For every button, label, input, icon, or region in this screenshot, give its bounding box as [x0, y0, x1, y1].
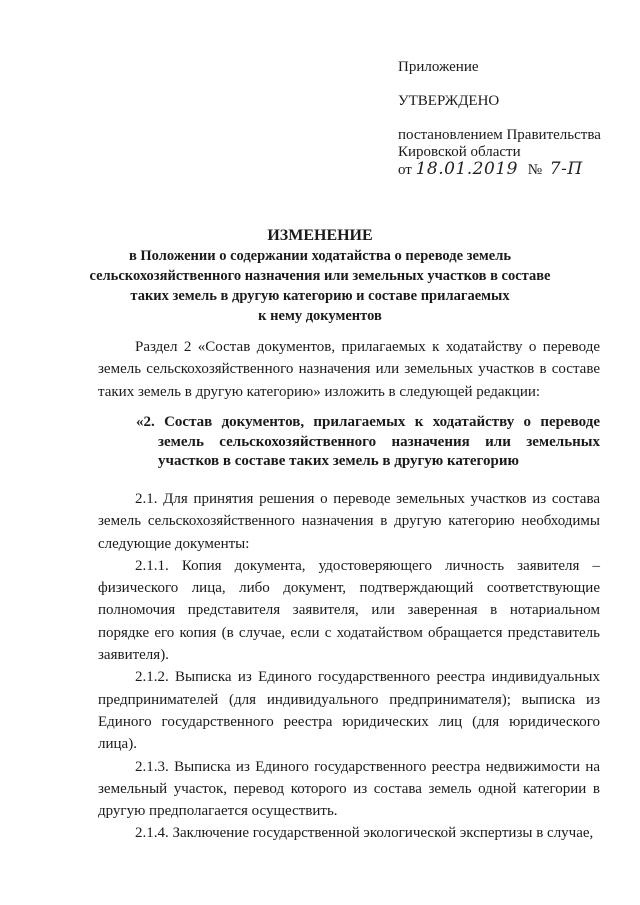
paragraph-2-1-4: 2.1.4. Заключение государственной экологической экспертизы в случае, [135, 825, 594, 842]
section-2-line-3: участков в составе таких земель в другую категорию [158, 453, 519, 469]
title-heading: ИЗМЕНЕНИЕ [267, 227, 373, 244]
title-line-4: к нему документов [258, 308, 382, 324]
approval-date-line [398, 161, 583, 179]
intro-paragraph [98, 336, 600, 403]
paragraph-2-1-1: 2.1.1. Копия документа, удостоверяющего личность заявителя – физического лица, либо документ, подтверждающий соответствующие полномочия представителя заявителя, или заверенная в нотариальном порядке его копия (в случае, если с ходатайством обращается представитель заявителя). [98, 557, 600, 664]
paragraph-2-1-3: 2.1.3. Выписка из Единого государственного реестра недвижимости на земельный участок, перевод которого из состава земель одной категории в другую предполагается осуществить. [98, 758, 600, 820]
section-2-line-2: земель сельскохозяйственного назначения или земельных [158, 433, 600, 450]
approved-by-line2: Кировской области [398, 144, 521, 160]
paragraph-2-1-2: 2.1.2. Выписка из Единого государственного реестра индивидуальных предпринимателей (для индивидуального предпринимателя); выписка из Единого государственного реестра юридических лиц (для юридического лица). [98, 669, 600, 753]
intro-text: Раздел 2 «Состав документов, прилагаемых к ходатайству о переводе земель сельскохозяйственного назначения или земельных участков в составе таких земель в другую категорию» изложить в следующей редакции: [98, 339, 600, 400]
title-line-3: таких земель в другую категорию и составе прилагаемых [130, 288, 510, 304]
approved-by-line1: постановлением Правительства [398, 127, 601, 143]
section-2-line-1: «2. Состав документов, прилагаемых к ходатайству о переводе [136, 414, 600, 430]
title-line-2: сельскохозяйственного назначения или земельных участков в составе [89, 268, 551, 284]
handwritten-number: 7-П [549, 159, 583, 179]
document-title [60, 226, 580, 326]
body-paragraphs [98, 488, 600, 845]
from-prefix: от [398, 162, 412, 178]
title-line-1: в Положении о содержании ходатайства о переводе земель [128, 248, 512, 264]
paragraph-2-1: 2.1. Для принятия решения о переводе земельных участков из состава земель сельскохозяйственного назначения в другую категорию необходимы следующие документы: [98, 491, 600, 552]
handwritten-date: 18.01.2019 [415, 159, 518, 179]
appendix-label: Приложение [398, 59, 479, 75]
approved-label: УТВЕРЖДЕНО [398, 93, 500, 109]
section-2-heading [136, 413, 600, 472]
number-prefix: № [527, 162, 543, 178]
